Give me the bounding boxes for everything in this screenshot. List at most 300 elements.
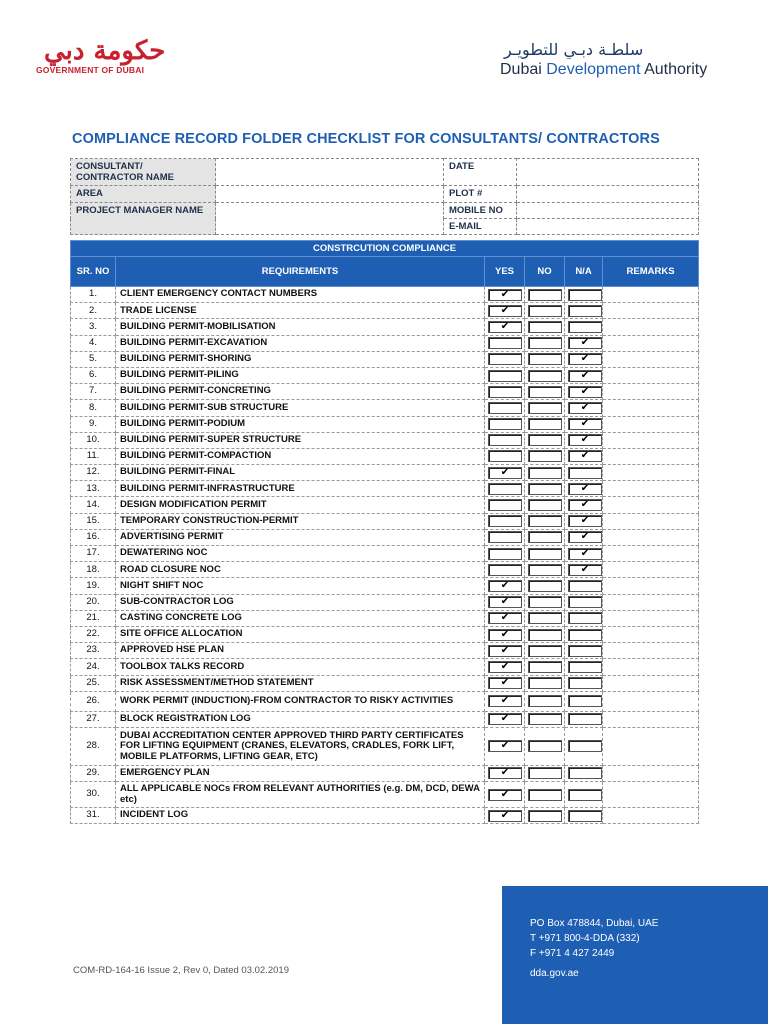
na-checkbox[interactable]: ✔ (568, 450, 602, 462)
yes-checkbox[interactable] (488, 370, 522, 382)
col-header-remarks: REMARKS (603, 257, 699, 287)
plot-field[interactable] (517, 186, 699, 203)
na-checkbox[interactable] (568, 580, 602, 592)
row-requirement: BUILDING PERMIT-MOBILISATION (116, 319, 485, 335)
na-checkbox[interactable] (568, 810, 602, 822)
table-row (71, 303, 699, 319)
row-yes-cell (485, 400, 525, 416)
yes-checkbox[interactable]: ✔ (488, 321, 522, 333)
no-checkbox[interactable] (528, 661, 562, 673)
yes-checkbox[interactable]: ✔ (488, 740, 522, 752)
na-checkbox[interactable] (568, 645, 602, 657)
row-yes-cell (485, 546, 525, 562)
row-requirement: EMERGENCY PLAN (116, 765, 485, 781)
row-na-cell (565, 351, 603, 367)
row-yes-cell (485, 497, 525, 513)
yes-checkbox[interactable] (488, 450, 522, 462)
government-of-dubai-logo (36, 36, 176, 80)
row-requirement: ADVERTISING PERMIT (116, 529, 485, 545)
row-requirement: BUILDING PERMIT-SUPER STRUCTURE (116, 432, 485, 448)
yes-checkbox[interactable] (488, 337, 522, 349)
row-no-cell (525, 765, 565, 781)
row-no-cell (525, 497, 565, 513)
no-checkbox[interactable] (528, 337, 562, 349)
yes-checkbox[interactable]: ✔ (488, 810, 522, 822)
yes-checkbox[interactable] (488, 402, 522, 414)
row-remarks[interactable] (603, 711, 699, 727)
row-requirement: BUILDING PERMIT-CONCRETING (116, 384, 485, 400)
row-no-cell (525, 782, 565, 808)
contact-website[interactable]: dda.gov.ae (530, 968, 579, 979)
yes-checkbox[interactable]: ✔ (488, 467, 522, 479)
na-checkbox[interactable]: ✔ (568, 370, 602, 382)
row-number: 30. (71, 782, 116, 808)
row-remarks[interactable] (603, 432, 699, 448)
no-checkbox[interactable] (528, 450, 562, 462)
row-yes-cell (485, 319, 525, 335)
row-remarks[interactable] (603, 416, 699, 432)
mobile-label: MOBILE NO (444, 203, 517, 219)
yes-checkbox[interactable] (488, 483, 522, 495)
row-remarks[interactable] (603, 610, 699, 626)
row-requirement: BLOCK REGISTRATION LOG (116, 711, 485, 727)
na-checkbox[interactable] (568, 740, 602, 752)
no-checkbox[interactable] (528, 645, 562, 657)
row-remarks[interactable] (603, 351, 699, 367)
row-yes-cell (485, 335, 525, 351)
row-na-cell (565, 546, 603, 562)
row-na-cell (565, 626, 603, 642)
row-remarks[interactable] (603, 808, 699, 824)
row-na-cell (565, 448, 603, 464)
na-checkbox[interactable] (568, 612, 602, 624)
row-number: 4. (71, 335, 116, 351)
row-na-cell (565, 529, 603, 545)
row-remarks[interactable] (603, 659, 699, 675)
row-remarks[interactable] (603, 626, 699, 642)
yes-checkbox[interactable]: ✔ (488, 629, 522, 641)
table-row (71, 416, 699, 432)
row-no-cell (525, 367, 565, 383)
no-checkbox[interactable] (528, 629, 562, 641)
table-row (71, 765, 699, 781)
table-row (71, 610, 699, 626)
na-checkbox[interactable] (568, 677, 602, 689)
row-remarks[interactable] (603, 643, 699, 659)
row-na-cell (565, 481, 603, 497)
row-na-cell (565, 497, 603, 513)
row-na-cell (565, 610, 603, 626)
row-yes-cell (485, 562, 525, 578)
row-yes-cell (485, 448, 525, 464)
yes-checkbox[interactable]: ✔ (488, 580, 522, 592)
project-manager-label: PROJECT MANAGER NAME (71, 203, 216, 235)
table-row (71, 432, 699, 448)
no-checkbox[interactable] (528, 531, 562, 543)
table-row (71, 513, 699, 529)
page-title: COMPLIANCE RECORD FOLDER CHECKLIST FOR CONSULTANTS/ CONTRACTORS (72, 131, 660, 147)
row-no-cell (525, 513, 565, 529)
col-header-sr: SR. NO (71, 257, 116, 287)
row-na-cell (565, 643, 603, 659)
no-checkbox[interactable] (528, 596, 562, 608)
row-number: 2. (71, 303, 116, 319)
row-yes-cell (485, 578, 525, 594)
table-row (71, 287, 699, 303)
dda-name-development: Development (546, 61, 641, 78)
na-checkbox[interactable]: ✔ (568, 337, 602, 349)
row-remarks[interactable] (603, 465, 699, 481)
table-row (71, 497, 699, 513)
row-requirement: CASTING CONCRETE LOG (116, 610, 485, 626)
na-checkbox[interactable] (568, 467, 602, 479)
contact-box (502, 886, 768, 1024)
row-requirement: BUILDING PERMIT-INFRASTRUCTURE (116, 481, 485, 497)
no-checkbox[interactable] (528, 677, 562, 689)
row-requirement: APPROVED HSE PLAN (116, 643, 485, 659)
row-yes-cell (485, 287, 525, 303)
yes-checkbox[interactable] (488, 564, 522, 576)
row-remarks[interactable] (603, 384, 699, 400)
row-no-cell (525, 711, 565, 727)
dda-name-authority: Authority (640, 61, 708, 78)
yes-checkbox[interactable]: ✔ (488, 677, 522, 689)
row-no-cell (525, 610, 565, 626)
na-checkbox[interactable] (568, 661, 602, 673)
na-checkbox[interactable]: ✔ (568, 402, 602, 414)
row-number: 18. (71, 562, 116, 578)
no-checkbox[interactable] (528, 483, 562, 495)
row-number: 20. (71, 594, 116, 610)
compliance-band-title: CONSTRCUTION COMPLIANCE (71, 241, 699, 257)
row-na-cell (565, 384, 603, 400)
row-number: 5. (71, 351, 116, 367)
na-checkbox[interactable] (568, 305, 602, 317)
dda-logo (500, 40, 732, 79)
row-number: 26. (71, 691, 116, 711)
row-number: 15. (71, 513, 116, 529)
row-remarks[interactable] (603, 481, 699, 497)
na-checkbox[interactable]: ✔ (568, 483, 602, 495)
col-header-requirements: REQUIREMENTS (116, 257, 485, 287)
table-row (71, 448, 699, 464)
row-na-cell (565, 367, 603, 383)
row-no-cell (525, 691, 565, 711)
row-no-cell (525, 400, 565, 416)
date-label: DATE (444, 159, 517, 186)
row-no-cell (525, 335, 565, 351)
row-remarks[interactable] (603, 594, 699, 610)
row-number: 6. (71, 367, 116, 383)
row-requirement: BUILDING PERMIT-FINAL (116, 465, 485, 481)
gov-logo-arabic: حكومة دبي (44, 36, 166, 66)
yes-checkbox[interactable] (488, 515, 522, 527)
yes-checkbox[interactable]: ✔ (488, 305, 522, 317)
no-checkbox[interactable] (528, 467, 562, 479)
no-checkbox[interactable] (528, 321, 562, 333)
row-remarks[interactable] (603, 562, 699, 578)
yes-checkbox[interactable]: ✔ (488, 789, 522, 801)
consultant-field[interactable] (216, 159, 444, 186)
na-checkbox[interactable] (568, 695, 602, 707)
row-number: 13. (71, 481, 116, 497)
table-row (71, 465, 699, 481)
table-row (71, 626, 699, 642)
row-yes-cell (485, 659, 525, 675)
row-number: 14. (71, 497, 116, 513)
no-checkbox[interactable] (528, 695, 562, 707)
na-checkbox[interactable]: ✔ (568, 418, 602, 430)
row-na-cell (565, 711, 603, 727)
na-checkbox[interactable]: ✔ (568, 515, 602, 527)
dda-logo-arabic: سلطـة دبـي للتطويـر (504, 40, 644, 59)
row-no-cell (525, 626, 565, 642)
table-row (71, 782, 699, 808)
row-number: 12. (71, 465, 116, 481)
row-no-cell (525, 643, 565, 659)
row-no-cell (525, 659, 565, 675)
no-checkbox[interactable] (528, 370, 562, 382)
yes-checkbox[interactable] (488, 548, 522, 560)
row-yes-cell (485, 727, 525, 765)
no-checkbox[interactable] (528, 353, 562, 365)
row-remarks[interactable] (603, 497, 699, 513)
row-yes-cell (485, 765, 525, 781)
row-requirement: BUILDING PERMIT-PODIUM (116, 416, 485, 432)
na-checkbox[interactable] (568, 596, 602, 608)
row-remarks[interactable] (603, 675, 699, 691)
row-na-cell (565, 416, 603, 432)
table-row (71, 578, 699, 594)
row-number: 8. (71, 400, 116, 416)
project-info-table (70, 158, 699, 235)
row-yes-cell (485, 594, 525, 610)
row-yes-cell (485, 626, 525, 642)
no-checkbox[interactable] (528, 767, 562, 779)
row-yes-cell (485, 303, 525, 319)
table-row (71, 808, 699, 824)
row-requirement: SITE OFFICE ALLOCATION (116, 626, 485, 642)
row-no-cell (525, 727, 565, 765)
na-checkbox[interactable] (568, 713, 602, 725)
row-yes-cell (485, 675, 525, 691)
row-remarks[interactable] (603, 303, 699, 319)
table-row (71, 481, 699, 497)
row-no-cell (525, 675, 565, 691)
yes-checkbox[interactable] (488, 434, 522, 446)
yes-checkbox[interactable] (488, 531, 522, 543)
row-requirement: BUILDING PERMIT-SHORING (116, 351, 485, 367)
no-checkbox[interactable] (528, 580, 562, 592)
row-yes-cell (485, 481, 525, 497)
table-row (71, 351, 699, 367)
no-checkbox[interactable] (528, 499, 562, 511)
row-number: 16. (71, 529, 116, 545)
no-checkbox[interactable] (528, 789, 562, 801)
no-checkbox[interactable] (528, 548, 562, 560)
row-no-cell (525, 287, 565, 303)
na-checkbox[interactable]: ✔ (568, 499, 602, 511)
yes-checkbox[interactable]: ✔ (488, 661, 522, 673)
no-checkbox[interactable] (528, 713, 562, 725)
table-row (71, 400, 699, 416)
no-checkbox[interactable] (528, 305, 562, 317)
row-na-cell (565, 465, 603, 481)
na-checkbox[interactable]: ✔ (568, 386, 602, 398)
yes-checkbox[interactable] (488, 353, 522, 365)
row-remarks[interactable] (603, 529, 699, 545)
na-checkbox[interactable] (568, 629, 602, 641)
row-remarks[interactable] (603, 319, 699, 335)
row-requirement: TEMPORARY CONSTRUCTION-PERMIT (116, 513, 485, 529)
row-remarks[interactable] (603, 335, 699, 351)
table-row (71, 711, 699, 727)
row-na-cell (565, 400, 603, 416)
compliance-rows (71, 287, 699, 824)
row-number: 1. (71, 287, 116, 303)
yes-checkbox[interactable] (488, 418, 522, 430)
area-label: AREA (71, 186, 216, 203)
no-checkbox[interactable] (528, 810, 562, 822)
row-no-cell (525, 384, 565, 400)
yes-checkbox[interactable]: ✔ (488, 289, 522, 301)
row-remarks[interactable] (603, 578, 699, 594)
row-no-cell (525, 546, 565, 562)
row-na-cell (565, 765, 603, 781)
col-header-na: N/A (565, 257, 603, 287)
row-remarks[interactable] (603, 513, 699, 529)
row-na-cell (565, 659, 603, 675)
area-field[interactable] (216, 186, 444, 203)
row-yes-cell (485, 643, 525, 659)
row-remarks[interactable] (603, 448, 699, 464)
document-code: COM-RD-164-16 Issue 2, Rev 0, Dated 03.02.2019 (73, 965, 289, 976)
yes-checkbox[interactable] (488, 386, 522, 398)
row-no-cell (525, 448, 565, 464)
row-remarks[interactable] (603, 691, 699, 711)
table-row (71, 319, 699, 335)
na-checkbox[interactable]: ✔ (568, 434, 602, 446)
row-yes-cell (485, 808, 525, 824)
row-remarks[interactable] (603, 287, 699, 303)
row-no-cell (525, 529, 565, 545)
na-checkbox[interactable] (568, 289, 602, 301)
table-row (71, 384, 699, 400)
plot-label: PLOT # (444, 186, 517, 203)
yes-checkbox[interactable]: ✔ (488, 713, 522, 725)
row-no-cell (525, 562, 565, 578)
row-yes-cell (485, 610, 525, 626)
no-checkbox[interactable] (528, 386, 562, 398)
na-checkbox[interactable]: ✔ (568, 564, 602, 576)
no-checkbox[interactable] (528, 612, 562, 624)
row-number: 19. (71, 578, 116, 594)
row-requirement: BUILDING PERMIT-SUB STRUCTURE (116, 400, 485, 416)
na-checkbox[interactable]: ✔ (568, 548, 602, 560)
row-yes-cell (485, 432, 525, 448)
na-checkbox[interactable] (568, 767, 602, 779)
no-checkbox[interactable] (528, 740, 562, 752)
row-remarks[interactable] (603, 367, 699, 383)
row-number: 28. (71, 727, 116, 765)
row-na-cell (565, 808, 603, 824)
project-manager-field[interactable] (216, 203, 444, 235)
dda-logo-name (500, 61, 732, 79)
no-checkbox[interactable] (528, 434, 562, 446)
yes-checkbox[interactable]: ✔ (488, 596, 522, 608)
row-number: 21. (71, 610, 116, 626)
na-checkbox[interactable] (568, 321, 602, 333)
row-requirement: BUILDING PERMIT-PILING (116, 367, 485, 383)
gov-logo-text: GOVERNMENT OF DUBAI (36, 65, 145, 75)
col-header-no: NO (525, 257, 565, 287)
no-checkbox[interactable] (528, 515, 562, 527)
row-yes-cell (485, 351, 525, 367)
row-remarks[interactable] (603, 765, 699, 781)
yes-checkbox[interactable]: ✔ (488, 645, 522, 657)
row-na-cell (565, 335, 603, 351)
row-remarks[interactable] (603, 782, 699, 808)
row-number: 3. (71, 319, 116, 335)
email-label: E-MAIL (444, 219, 517, 235)
row-yes-cell (485, 691, 525, 711)
no-checkbox[interactable] (528, 402, 562, 414)
table-row (71, 367, 699, 383)
row-remarks[interactable] (603, 727, 699, 765)
row-na-cell (565, 691, 603, 711)
row-requirement: RISK ASSESSMENT/METHOD STATEMENT (116, 675, 485, 691)
na-checkbox[interactable]: ✔ (568, 531, 602, 543)
row-number: 25. (71, 675, 116, 691)
no-checkbox[interactable] (528, 289, 562, 301)
yes-checkbox[interactable] (488, 499, 522, 511)
row-yes-cell (485, 513, 525, 529)
row-yes-cell (485, 529, 525, 545)
row-number: 23. (71, 643, 116, 659)
row-remarks[interactable] (603, 400, 699, 416)
table-row (71, 643, 699, 659)
row-number: 7. (71, 384, 116, 400)
row-no-cell (525, 432, 565, 448)
row-requirement: ROAD CLOSURE NOC (116, 562, 485, 578)
row-remarks[interactable] (603, 546, 699, 562)
row-requirement: DUBAI ACCREDITATION CENTER APPROVED THIRD PARTY CERTIFICATES FOR LIFTING EQUIPMENT (CRANES, ELEVATORS, CRADLES, FORK LIFT, MOBILE PLATFORMS, LIFTING GEAR, ETC) (116, 727, 485, 765)
yes-checkbox[interactable]: ✔ (488, 695, 522, 707)
no-checkbox[interactable] (528, 564, 562, 576)
email-field[interactable] (517, 219, 699, 235)
yes-checkbox[interactable]: ✔ (488, 612, 522, 624)
date-field[interactable] (517, 159, 699, 186)
row-na-cell (565, 594, 603, 610)
no-checkbox[interactable] (528, 418, 562, 430)
row-no-cell (525, 578, 565, 594)
contact-phone: T +971 800-4-DDA (332) (530, 933, 640, 944)
row-na-cell (565, 727, 603, 765)
na-checkbox[interactable]: ✔ (568, 353, 602, 365)
table-row (71, 659, 699, 675)
yes-checkbox[interactable]: ✔ (488, 767, 522, 779)
row-number: 22. (71, 626, 116, 642)
table-row (71, 529, 699, 545)
row-no-cell (525, 351, 565, 367)
mobile-field[interactable] (517, 203, 699, 219)
row-yes-cell (485, 384, 525, 400)
row-number: 17. (71, 546, 116, 562)
row-no-cell (525, 481, 565, 497)
row-na-cell (565, 287, 603, 303)
na-checkbox[interactable] (568, 789, 602, 801)
row-number: 27. (71, 711, 116, 727)
